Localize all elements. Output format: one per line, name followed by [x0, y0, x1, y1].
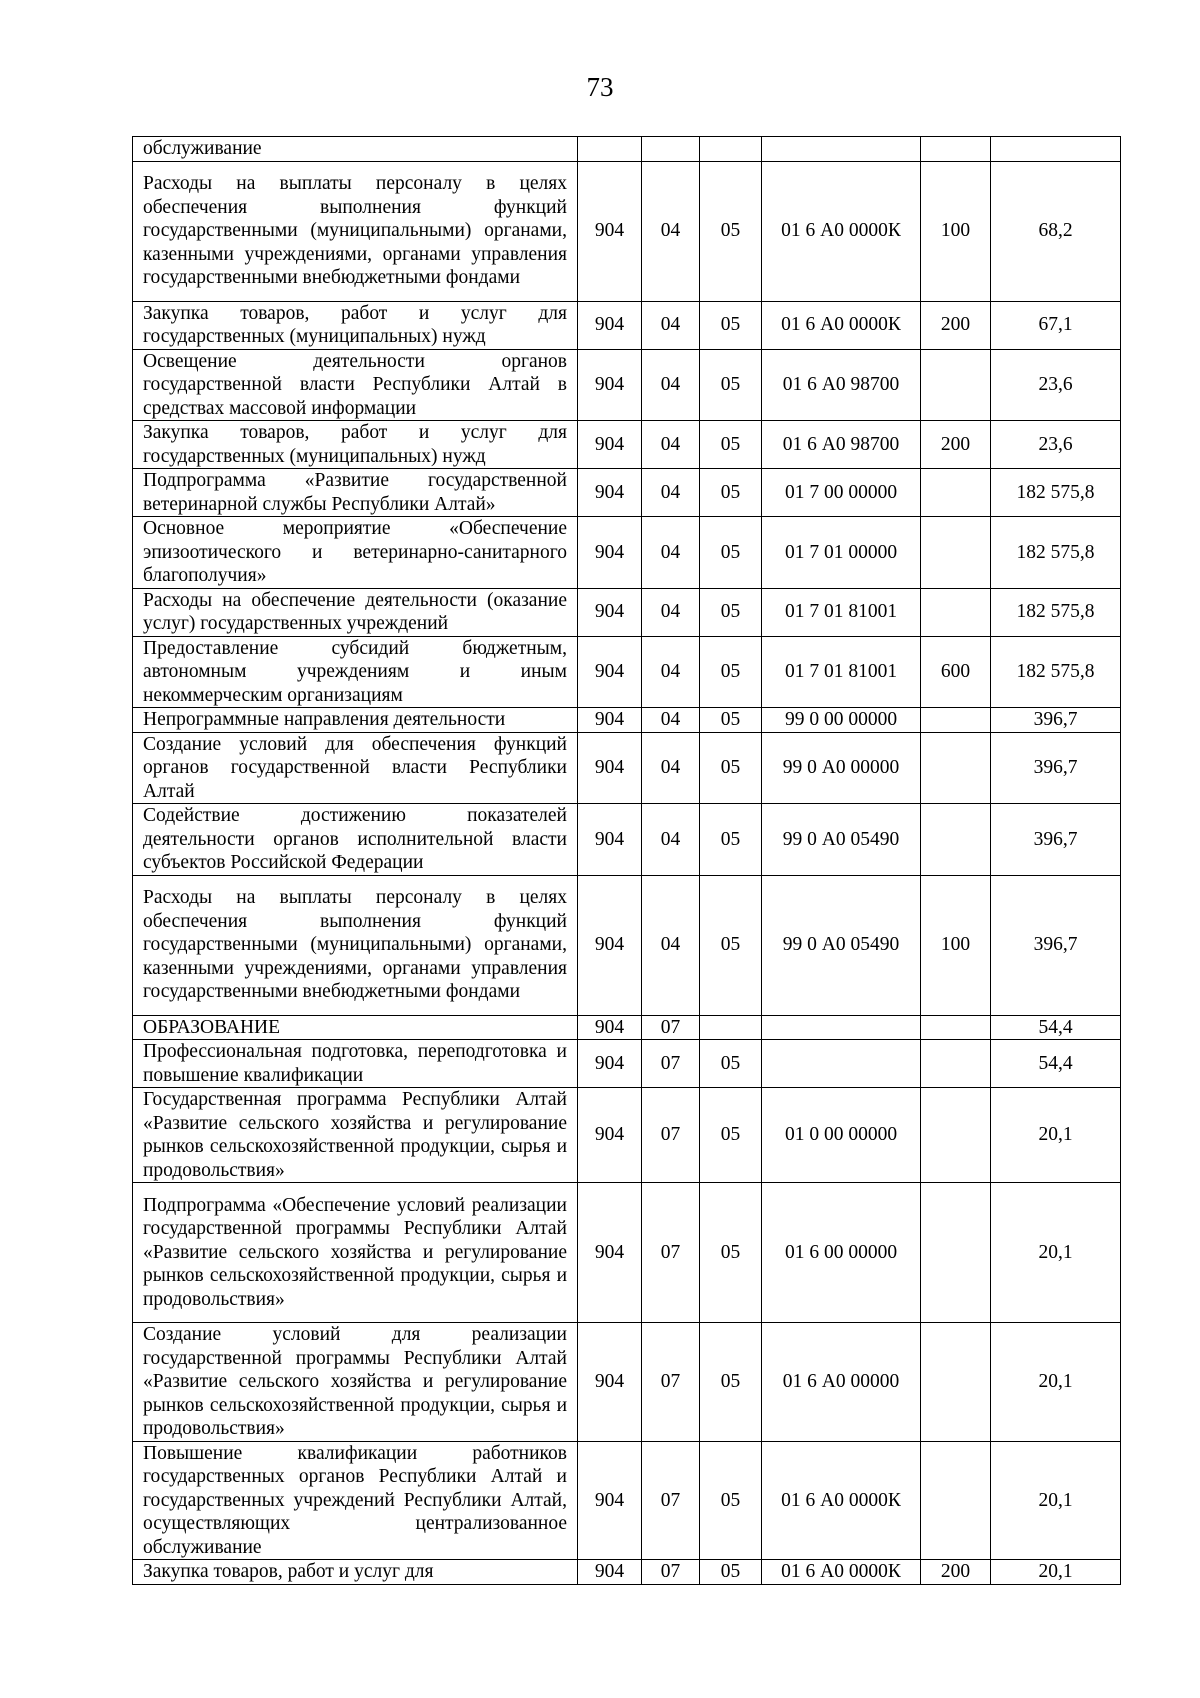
row-subsection-code: 05: [700, 1323, 762, 1442]
row-subsection-code: 05: [700, 1088, 762, 1183]
row-ministry-code: 904: [578, 588, 642, 636]
row-section-code: 07: [642, 1560, 700, 1585]
row-target-article-code: 01 6 А0 98700: [762, 349, 921, 421]
row-subsection-code: 05: [700, 636, 762, 708]
row-amount: 20,1: [991, 1441, 1121, 1560]
table-row: [133, 708, 1121, 733]
row-section-code: 04: [642, 875, 700, 1015]
row-amount: 396,7: [991, 804, 1121, 876]
row-subsection-code: 05: [700, 421, 762, 469]
row-amount: 182 575,8: [991, 636, 1121, 708]
row-amount: 396,7: [991, 875, 1121, 1015]
row-amount: 20,1: [991, 1183, 1121, 1323]
row-amount: 67,1: [991, 301, 1121, 349]
row-expense-type-code: [921, 1088, 991, 1183]
row-amount: 396,7: [991, 732, 1121, 804]
row-expense-type-code: [921, 349, 991, 421]
row-ministry-code: 904: [578, 469, 642, 517]
row-subsection-code: 05: [700, 1441, 762, 1560]
row-target-article-code: 01 6 00 00000: [762, 1183, 921, 1323]
row-section-code: 04: [642, 301, 700, 349]
row-expense-type-code: [921, 804, 991, 876]
row-section-code: 04: [642, 469, 700, 517]
row-expense-type-code: [921, 1441, 991, 1560]
row-ministry-code: 904: [578, 732, 642, 804]
row-section-code: 07: [642, 1183, 700, 1323]
row-name: Закупка товаров, работ и услуг для государственных (муниципальных) нужд: [133, 301, 578, 349]
row-subsection-code: 05: [700, 708, 762, 733]
row-ministry-code: 904: [578, 875, 642, 1015]
table-row: [133, 301, 1121, 349]
table-row: [133, 1040, 1121, 1088]
row-ministry-code: 904: [578, 1560, 642, 1585]
row-subsection-code: 05: [700, 469, 762, 517]
row-section-code: 04: [642, 636, 700, 708]
row-section-code: 07: [642, 1040, 700, 1088]
row-target-article-code: 01 7 01 81001: [762, 636, 921, 708]
row-subsection-code: 05: [700, 301, 762, 349]
row-section-code: 04: [642, 804, 700, 876]
row-target-article-code: 99 0 А0 05490: [762, 875, 921, 1015]
table-row: [133, 469, 1121, 517]
table-row: [133, 1323, 1121, 1442]
row-target-article-code: 01 6 А0 00000: [762, 1323, 921, 1442]
row-ministry-code: 904: [578, 1183, 642, 1323]
row-expense-type-code: 100: [921, 875, 991, 1015]
table-row: [133, 732, 1121, 804]
row-name: Закупка товаров, работ и услуг для государственных (муниципальных) нужд: [133, 421, 578, 469]
row-target-article-code: 01 6 А0 98700: [762, 421, 921, 469]
row-ministry-code: 904: [578, 804, 642, 876]
row-section-code: 07: [642, 1088, 700, 1183]
row-name: Освещение деятельности органов государственной власти Республики Алтай в средствах массовой информации: [133, 349, 578, 421]
row-name: Профессиональная подготовка, переподготовка и повышение квалификации: [133, 1040, 578, 1088]
row-subsection-code: [700, 137, 762, 162]
row-target-article-code: 01 6 А0 0000К: [762, 301, 921, 349]
row-name: Основное мероприятие «Обеспечение эпизоотического и ветеринарно-санитарного благополучия»: [133, 517, 578, 589]
row-name: Предоставление субсидий бюджетным, автономным учреждениям и иным некоммерческим организациям: [133, 636, 578, 708]
row-amount: 20,1: [991, 1088, 1121, 1183]
row-amount: 182 575,8: [991, 469, 1121, 517]
row-ministry-code: 904: [578, 1441, 642, 1560]
budget-table: [132, 136, 1121, 1585]
row-ministry-code: 904: [578, 301, 642, 349]
table-row: [133, 875, 1121, 1015]
row-target-article-code: 99 0 00 00000: [762, 708, 921, 733]
row-name: ОБРАЗОВАНИЕ: [133, 1015, 578, 1040]
row-expense-type-code: 200: [921, 1560, 991, 1585]
row-ministry-code: 904: [578, 517, 642, 589]
row-expense-type-code: 200: [921, 421, 991, 469]
row-name: Подпрограмма «Обеспечение условий реализации государственной программы Республики Алтай «Развитие сельского хозяйства и регулирование рынков сельскохозяйственной продукции, сырья и продовольствия»: [133, 1183, 578, 1323]
row-name: Расходы на обеспечение деятельности (оказание услуг) государственных учреждений: [133, 588, 578, 636]
table-row: [133, 1015, 1121, 1040]
row-ministry-code: 904: [578, 1088, 642, 1183]
table-row: [133, 137, 1121, 162]
row-amount: 20,1: [991, 1560, 1121, 1585]
row-expense-type-code: [921, 708, 991, 733]
table-row: [133, 1183, 1121, 1323]
row-section-code: 04: [642, 349, 700, 421]
row-expense-type-code: [921, 1015, 991, 1040]
row-ministry-code: 904: [578, 349, 642, 421]
row-target-article-code: 99 0 А0 05490: [762, 804, 921, 876]
row-ministry-code: 904: [578, 708, 642, 733]
row-amount: [991, 137, 1121, 162]
row-name: Подпрограмма «Развитие государственной ветеринарной службы Республики Алтай»: [133, 469, 578, 517]
row-name: Создание условий для обеспечения функций органов государственной власти Республики Алтай: [133, 732, 578, 804]
row-expense-type-code: [921, 517, 991, 589]
row-subsection-code: 05: [700, 517, 762, 589]
row-expense-type-code: [921, 1323, 991, 1442]
row-amount: 23,6: [991, 349, 1121, 421]
row-ministry-code: 904: [578, 1040, 642, 1088]
page-number: 73: [586, 72, 614, 102]
row-ministry-code: 904: [578, 161, 642, 301]
row-target-article-code: 01 7 00 00000: [762, 469, 921, 517]
row-name: Государственная программа Республики Алтай «Развитие сельского хозяйства и регулирование рынков сельскохозяйственной продукции, сырья и продовольствия»: [133, 1088, 578, 1183]
table-row: [133, 588, 1121, 636]
row-name: Повышение квалификации работников государственных органов Республики Алтай и государственных учреждений Республики Алтай, осуществляющих централизованное обслуживание: [133, 1441, 578, 1560]
row-ministry-code: [578, 137, 642, 162]
row-subsection-code: 05: [700, 349, 762, 421]
table-row: [133, 1560, 1121, 1585]
row-amount: 182 575,8: [991, 517, 1121, 589]
table-row: [133, 517, 1121, 589]
table-body: [133, 137, 1121, 1585]
row-amount: 20,1: [991, 1323, 1121, 1442]
row-target-article-code: 01 6 А0 0000К: [762, 1441, 921, 1560]
row-ministry-code: 904: [578, 1323, 642, 1442]
row-expense-type-code: 600: [921, 636, 991, 708]
row-section-code: 07: [642, 1441, 700, 1560]
table-row: [133, 1088, 1121, 1183]
row-target-article-code: 01 7 01 81001: [762, 588, 921, 636]
row-target-article-code: 01 7 01 00000: [762, 517, 921, 589]
row-name: обслуживание: [133, 137, 578, 162]
table-row: [133, 161, 1121, 301]
row-subsection-code: 05: [700, 732, 762, 804]
row-amount: 396,7: [991, 708, 1121, 733]
row-expense-type-code: [921, 1040, 991, 1088]
row-section-code: [642, 137, 700, 162]
row-target-article-code: 99 0 А0 00000: [762, 732, 921, 804]
row-amount: 23,6: [991, 421, 1121, 469]
row-expense-type-code: [921, 588, 991, 636]
row-expense-type-code: 200: [921, 301, 991, 349]
table-row: [133, 421, 1121, 469]
row-section-code: 04: [642, 732, 700, 804]
row-name: Расходы на выплаты персоналу в целях обеспечения выполнения функций государственными (муниципальными) органами, казенными учреждениями, органами управления государственными внебюджетными фондами: [133, 875, 578, 1015]
row-target-article-code: [762, 1015, 921, 1040]
row-expense-type-code: [921, 469, 991, 517]
row-subsection-code: 05: [700, 804, 762, 876]
row-section-code: 04: [642, 517, 700, 589]
row-section-code: 07: [642, 1323, 700, 1442]
row-name: Расходы на выплаты персоналу в целях обеспечения выполнения функций государственными (муниципальными) органами, казенными учреждениями, органами управления государственными внебюджетными фондами: [133, 161, 578, 301]
table-row: [133, 804, 1121, 876]
row-section-code: 04: [642, 708, 700, 733]
row-ministry-code: 904: [578, 421, 642, 469]
row-expense-type-code: [921, 732, 991, 804]
row-subsection-code: 05: [700, 1183, 762, 1323]
row-subsection-code: 05: [700, 588, 762, 636]
row-ministry-code: 904: [578, 1015, 642, 1040]
row-subsection-code: 05: [700, 1560, 762, 1585]
row-name: Создание условий для реализации государственной программы Республики Алтай «Развитие сельского хозяйства и регулирование рынков сельскохозяйственной продукции, сырья и продовольствия»: [133, 1323, 578, 1442]
row-target-article-code: [762, 1040, 921, 1088]
row-amount: 68,2: [991, 161, 1121, 301]
row-section-code: 04: [642, 161, 700, 301]
row-subsection-code: 05: [700, 161, 762, 301]
row-name: Содействие достижению показателей деятельности органов исполнительной власти субъектов Российской Федерации: [133, 804, 578, 876]
table-row: [133, 636, 1121, 708]
row-target-article-code: 01 0 00 00000: [762, 1088, 921, 1183]
row-subsection-code: 05: [700, 1040, 762, 1088]
row-amount: 182 575,8: [991, 588, 1121, 636]
row-target-article-code: 01 6 А0 0000К: [762, 1560, 921, 1585]
row-target-article-code: [762, 137, 921, 162]
row-section-code: 04: [642, 588, 700, 636]
row-name: Закупка товаров, работ и услуг для: [133, 1560, 578, 1585]
row-name: Непрограммные направления деятельности: [133, 708, 578, 733]
row-amount: 54,4: [991, 1040, 1121, 1088]
row-subsection-code: [700, 1015, 762, 1040]
row-expense-type-code: [921, 1183, 991, 1323]
table-row: [133, 1441, 1121, 1560]
row-expense-type-code: 100: [921, 161, 991, 301]
row-section-code: 04: [642, 421, 700, 469]
row-amount: 54,4: [991, 1015, 1121, 1040]
row-subsection-code: 05: [700, 875, 762, 1015]
row-target-article-code: 01 6 А0 0000К: [762, 161, 921, 301]
table-row: [133, 349, 1121, 421]
row-ministry-code: 904: [578, 636, 642, 708]
row-expense-type-code: [921, 137, 991, 162]
row-section-code: 07: [642, 1015, 700, 1040]
